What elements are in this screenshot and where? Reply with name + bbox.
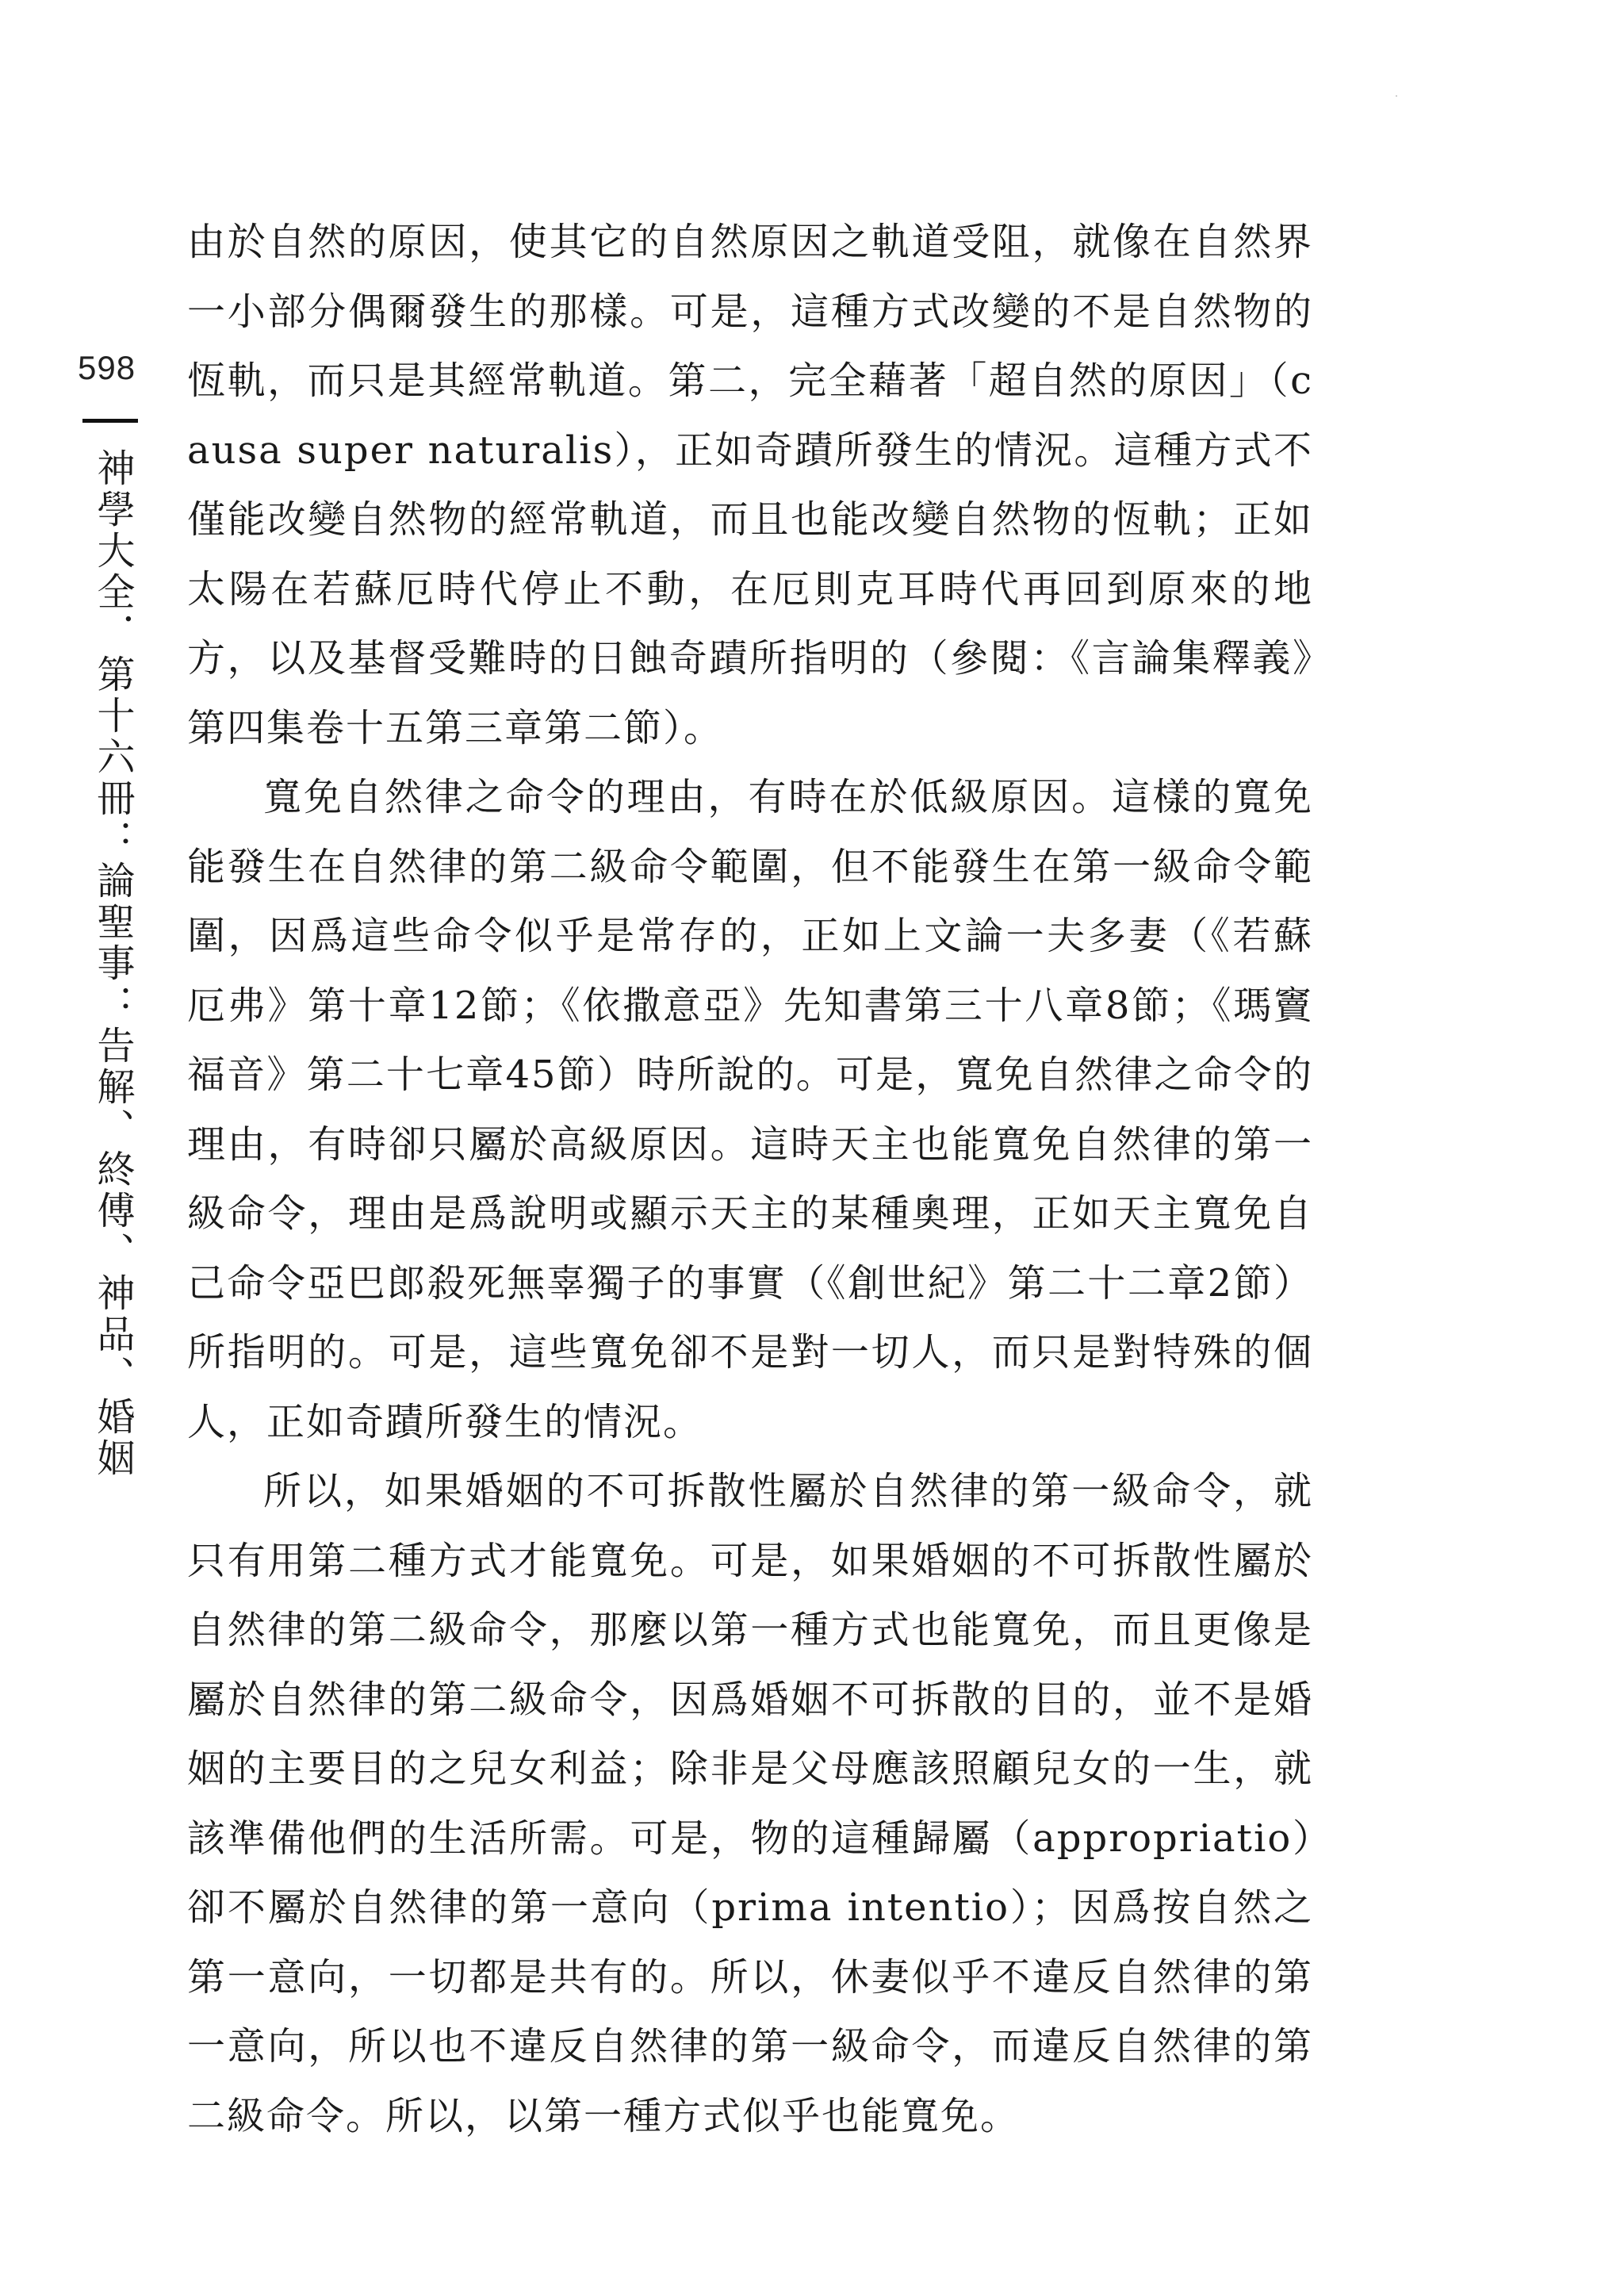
page-number: 598 — [78, 349, 136, 386]
margin-rule — [82, 419, 138, 423]
paragraph-2: 寬免自然律之命令的理由，有時在於低級原因。這樣的寬免能發生在自然律的第二級命令範圍，但不能發生在第一級命令範圍，因爲這些命令似乎是常存的，正如上文論一夫多妻（《若蘇厄弗》第十章12節；《依撒意亞》先知書第三十八章8節；《瑪竇福音》第二十七章45節）時所說的。可是，寬免自然律之命令的理由，有時卻只屬於高級原因。這時天主也能寬免自然律的第一級命令，理由是爲說明或顯示天主的某種奧理，正如天主寬免自己命令亞巴郎殺死無辜獨子的事實（《創世紀》第二十二章2節）所指明的。可是，這些寬免卻不是對一切人，而只是對特殊的個人，正如奇蹟所發生的情況。 — [187, 775, 1313, 1444]
body-text — [187, 208, 1313, 2151]
paragraph-1: 由於自然的原因，使其它的自然原因之軌道受阻，就像在自然界一小部分偶爾發生的那樣。可是，這種方式改變的不是自然物的恆軌，而只是其經常軌道。第二，完全藉著「超自然的原因」（causa super naturalis），正如奇蹟所發生的情況。這種方式不僅能改變自然物的經常軌道，而且也能改變自然物的恆軌；正如太陽在若蘇厄時代停止不動，在厄則克耳時代再回到原來的地方，以及基督受難時的日蝕奇蹟所指明的（參閱：《言論集釋義》第四集卷十五第三章第二節）。 — [187, 220, 1313, 750]
running-title: 神學大全．第十六冊：論聖事：告解、終傅、神品、婚姻 — [90, 448, 135, 1479]
scan-speck — [1396, 95, 1397, 97]
paragraph-3: 所以，如果婚姻的不可拆散性屬於自然律的第一級命令，就只有用第二種方式才能寬免。可是，如果婚姻的不可拆散性屬於自然律的第二級命令，那麼以第一種方式也能寬免，而且更像是屬於自然律的第二級命令，因爲婚姻不可拆散的目的，並不是婚姻的主要目的之兒女利益；除非是父母應該照顧兒女的一生，就該準備他們的生活所需。可是，物的這種歸屬（appropriatio）卻不屬於自然律的第一意向（prima intentio）；因爲按自然之第一意向，一切都是共有的。所以，休妻似乎不違反自然律的第一意向，所以也不違反自然律的第一級命令，而違反自然律的第二級命令。所以，以第一種方式似乎也能寬免。 — [187, 1469, 1313, 2138]
